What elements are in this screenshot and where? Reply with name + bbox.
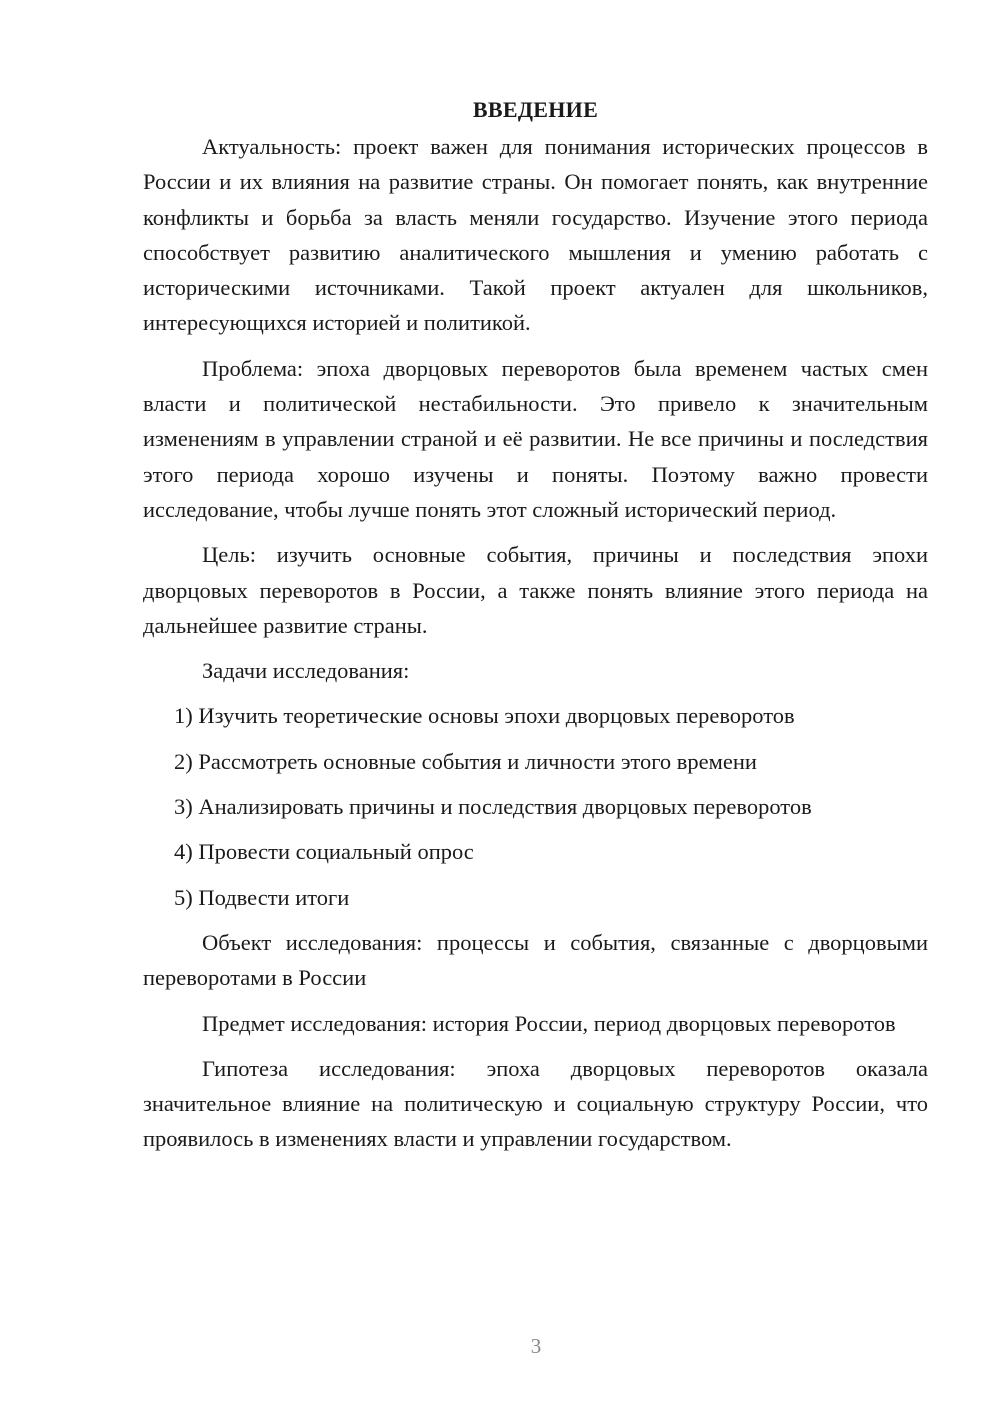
task-item: 4) Провести социальный опрос <box>174 839 474 865</box>
task-item: 1) Изучить теоретические основы эпохи дворцовых переворотов <box>174 703 795 729</box>
section-heading: ВВЕДЕНИЕ <box>472 97 599 122</box>
subject-paragraph: Предмет исследования: история России, период дворцовых переворотов <box>202 1010 896 1036</box>
problem-paragraph: Проблема: эпоха дворцовых переворотов была временем частых смен власти и политической нестабильности. Это привело к значительным изменениям в управлении страной и её развитии. Не все причины и последствия этого периода хорошо изучены и поняты. Поэтому важно провести исследование, чтобы лучше понять этот сложный исторический период. <box>143 355 928 522</box>
goal-paragraph: Цель: изучить основные события, причины и последствия эпохи дворцовых переворотов в России, а также понять влияние этого периода на дальнейшее развитие страны. <box>143 542 928 638</box>
object-paragraph: Объект исследования: процессы и события, связанные с дворцовыми переворотами в России <box>143 929 928 991</box>
task-item: 5) Подвести итоги <box>174 884 350 910</box>
relevance-paragraph: Актуальность: проект важен для понимания исторических процессов в России и их влияния на развитие страны. Он помогает понять, как внутренние конфликты и борьба за власть меняли государство. Изучение этого периода способствует развитию аналитического мышления и умению работать с историческими источниками. Такой проект актуален для школьников, интересующихся историей и политикой. <box>143 134 928 336</box>
tasks-list <box>143 698 928 914</box>
task-item: 2) Рассмотреть основные события и личности этого времени <box>174 748 757 774</box>
task-item: 3) Анализировать причины и последствия дворцовых переворотов <box>174 794 812 820</box>
hypothesis-paragraph: Гипотеза исследования: эпоха дворцовых переворотов оказала значительное влияние на политическую и социальную структуру России, что проявилось в изменениях власти и управлении государством. <box>143 1055 928 1152</box>
page-content <box>143 92 928 1167</box>
page-number: 3 <box>530 1334 542 1358</box>
tasks-title: Задачи исследования: <box>202 658 410 684</box>
